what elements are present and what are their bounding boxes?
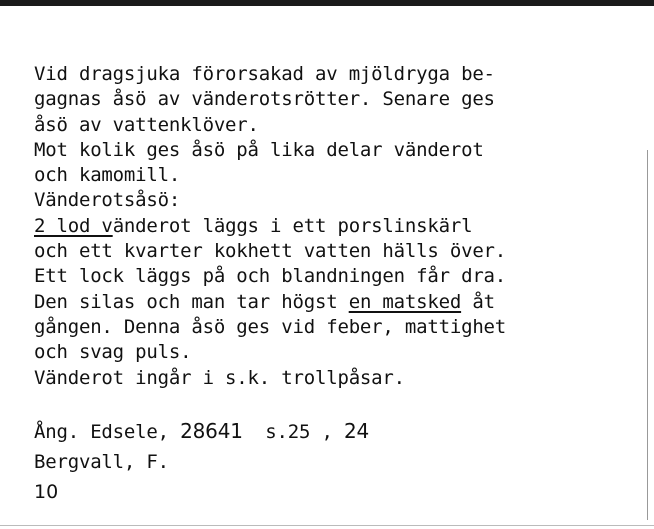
source-page-label: s.25 [265,420,311,443]
source-page-number: 24 [343,418,370,443]
card-right-edge [647,150,648,520]
text-line-4: Mot kolik ges åsö på lika delar vänderot [34,138,484,161]
recipe-line-7: Vänderot ingår i s.k. trollpåsar. [34,366,405,389]
card-number: 10 [34,480,59,503]
text-line-5: och kamomill. [34,164,181,187]
underlined-quantity: 2 lod v [34,214,113,237]
text-line-2: gagnas åsö av vänderotsrötter. Senare ges [34,88,495,111]
recipe-line-2: och ett kvarter kokhett vatten hälls över. [34,240,507,263]
recipe-line-4-before: Den silas och man tar högst [34,290,349,313]
top-border [0,0,654,6]
index-card-text [34,62,634,507]
card-bottom-edge [0,525,654,526]
recipe-line-4-after: åt [461,290,495,313]
recipe-line-6: och svag puls. [34,341,192,364]
source-line [34,416,634,447]
text-line-3: åsö av vattenklöver. [34,113,259,136]
card-footer [34,416,634,507]
recipe-line-5: gången. Denna åsö ges vid feber, mattighet [34,315,507,338]
recipe-line-1-rest: änderot läggs i ett porslinskärl [112,214,473,237]
recipe-line-4 [34,290,634,315]
underlined-dose: en matsked [348,290,462,313]
source-separator: , [321,420,333,443]
author-line: Bergvall, F. [34,450,169,473]
spacer [34,391,634,416]
source-label: Ång. Edsele, [34,420,169,443]
recipe-line-1 [34,214,634,239]
source-number: 28641 [180,418,243,443]
recipe-line-3: Ett lock läggs på och blandningen får dra. [34,265,507,288]
recipe-heading: Vänderotsåsö: [34,189,181,212]
text-line-1: Vid dragsjuka förorsakad av mjöldryga be- [34,63,495,85]
